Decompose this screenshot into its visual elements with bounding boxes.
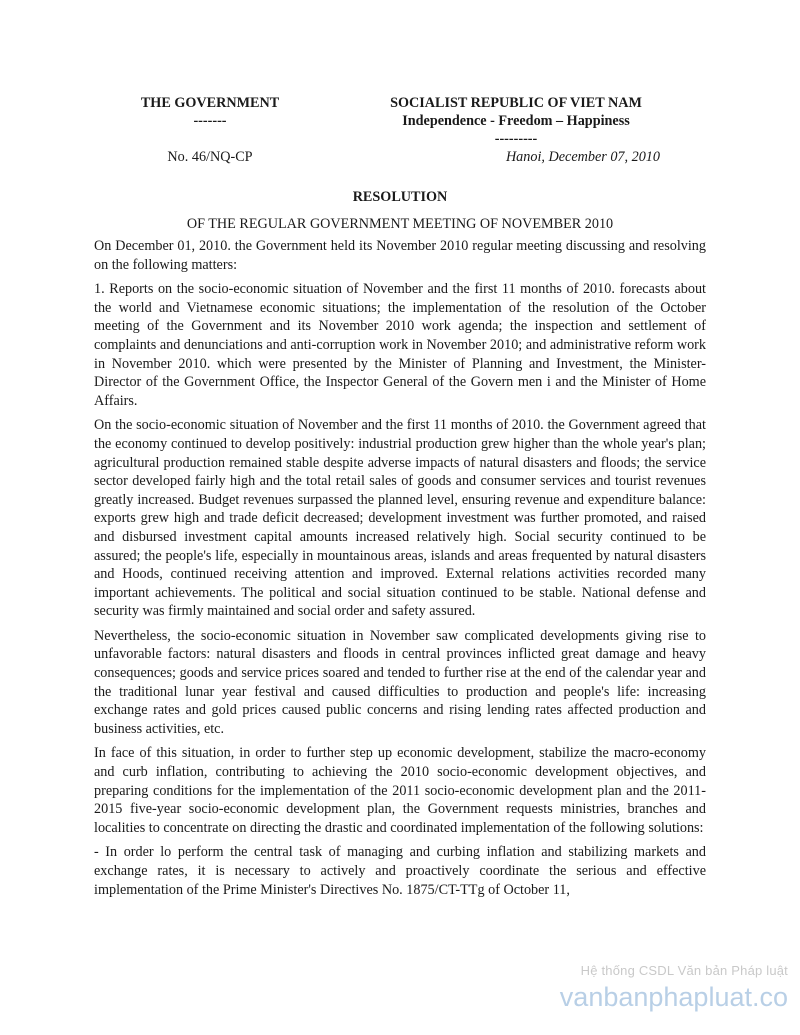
- body-paragraph: - In order lo perform the central task of managing and curbing inflation and stabilizing markets and exchange rates, it is necessary to actively and proactively coordinate the serious and effective implementation of the Prime Minister's Directives No. 1875/CT-TTg of October 11,: [94, 844, 706, 898]
- issuing-authority: THE GOVERNMENT: [140, 95, 280, 111]
- issuing-authority-block: [94, 94, 326, 130]
- document-title: RESOLUTION: [352, 189, 448, 205]
- national-title-block: [326, 94, 706, 148]
- country-name: SOCIALIST REPUBLIC OF VIET NAM: [390, 95, 642, 111]
- watermark-caption: Hệ thống CSDL Văn bản Pháp luật: [580, 963, 788, 978]
- document-body: [94, 237, 706, 899]
- document-header: [94, 94, 706, 170]
- national-motto: Independence - Freedom – Happiness: [402, 113, 630, 129]
- document-page: [94, 94, 706, 899]
- authority-separator: -------: [193, 113, 227, 129]
- site-watermark: [560, 963, 788, 1013]
- body-paragraph: Nevertheless, the socio-economic situation in November saw complicated developments giving rise to unfavorable factors: natural disasters and floods in central provinces inflicted great damage and heavy consequences; goods and service prices soared and tended to further rise at the end of the calendar year and the traditional lunar year festival and caused difficulties to production and people's life: increasing exchange rates and gold prices caused public concerns and rising lending rates affected production and business activities, etc.: [94, 627, 706, 737]
- watermark-domain: vanbanphapluat.co: [559, 982, 788, 1012]
- motto-separator: ---------: [494, 131, 538, 147]
- body-paragraph: In face of this situation, in order to further step up economic development, stabilize the macro-economy and curb inflation, contributing to achieving the 2010 socio-economic development objectives, and preparing conditions for the implementation of the 2011 socio-economic development plan and the 2011-2015 five-year socio-economic development plan, the Government requests ministries, branches and localities to concentrate on directing the drastic and coordinated implementation of the following solutions:: [94, 745, 706, 836]
- place-and-date: Hanoi, December 07, 2010: [505, 149, 660, 165]
- document-subtitle: OF THE REGULAR GOVERNMENT MEETING OF NOVEMBER 2010: [186, 216, 614, 232]
- document-number: No. 46/NQ-CP: [167, 149, 253, 165]
- body-paragraph: On December 01, 2010. the Government held its November 2010 regular meeting discussing and resolving on the following matters:: [94, 238, 706, 273]
- body-paragraph: 1. Reports on the socio-economic situation of November and the first 11 months of 2010. forecasts about the world and Vietnamese economic situations; the implementation of the resolution of the October meeting of the Government and its November 2010 work agenda; the inspection and settlement of complaints and denunciations and anti-corruption work in November 2010; and administrative reform work in November 2010. which were presented by the Minister of Planning and Investment, the Minister-Director of the Government Office, the Inspector General of the Govern men i and the Minister of Home Affairs.: [94, 281, 706, 409]
- body-paragraph: On the socio-economic situation of November and the first 11 months of 2010. the Government agreed that the economy continued to develop positively: industrial production grew higher than the whole year's plan; agricultural production remained stable despite adverse impacts of natural disasters and floods; the service sector developed fairly high and the total retail sales of goods and consumer services and tourist revenues greatly increased. Budget revenues surpassed the planned level, ensuring revenue and expenditure balance: exports grew high and trade deficit decreased; development investment was further promoted, and raised and disbursed investment capital amounts increased relatively high. Social security continued to be assured; the people's life, especially in mountainous areas, islands and areas frequented by natural disasters and Hoods, continued receiving attention and improved. External relations activities recorded many important achievements. The political and social situation continued to be stable. National defense and security was firmly maintained and social order and safety assured.: [94, 417, 706, 620]
